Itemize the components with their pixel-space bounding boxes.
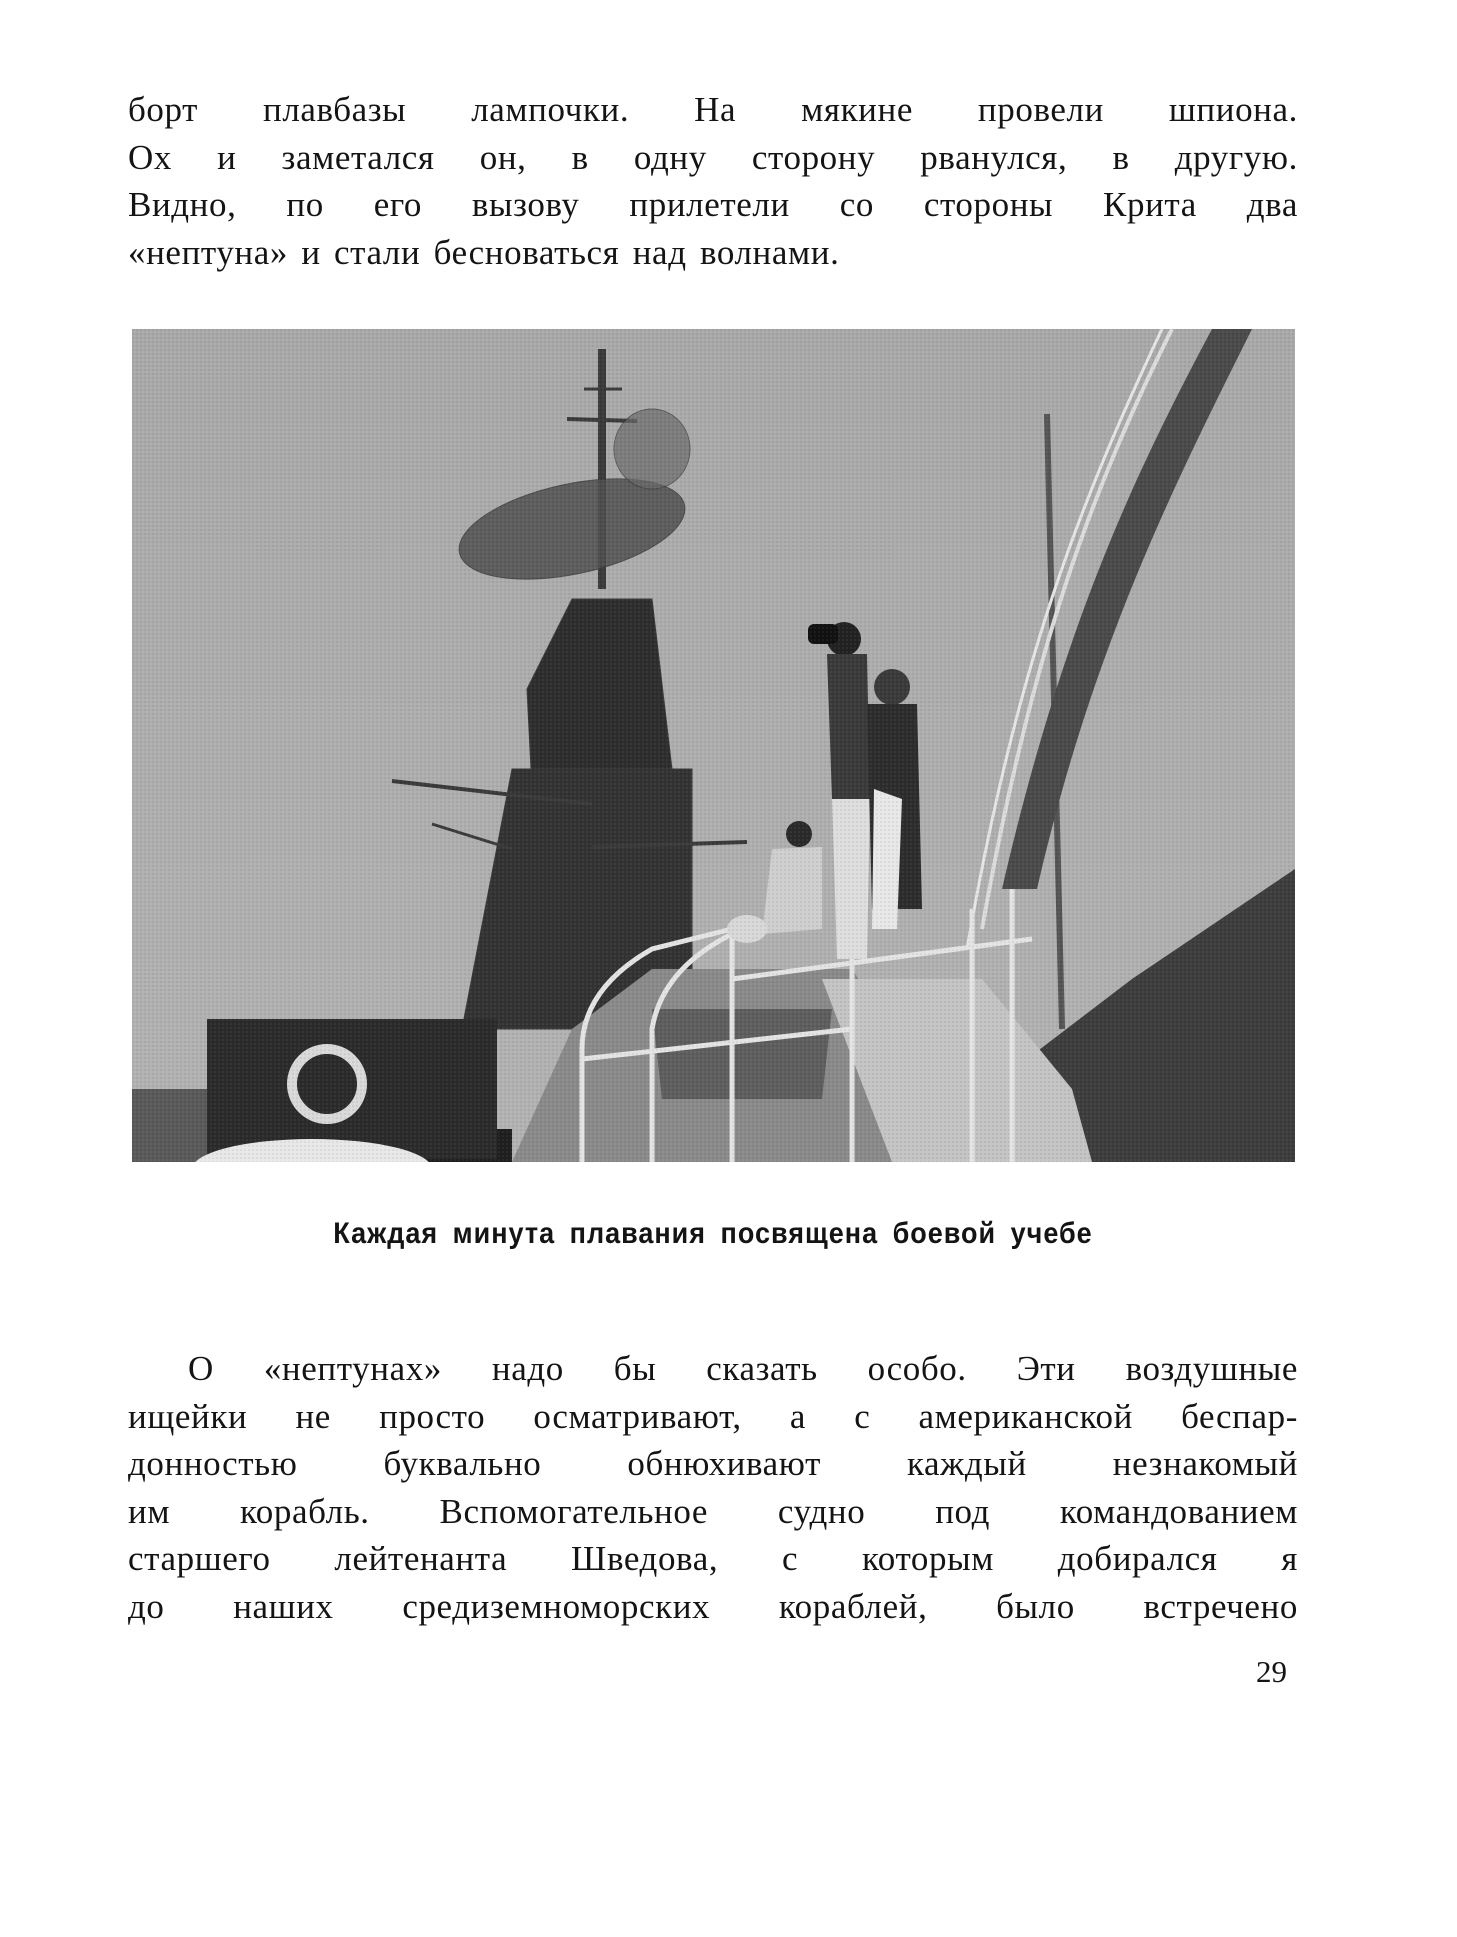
text-line: Ох и заметался он, в одну сторону рванулся, в другую. xyxy=(128,137,1298,177)
text-line: старшего лейтенанта Шведова, с которым добирался я xyxy=(128,1539,1298,1578)
paragraph xyxy=(128,1345,1298,1630)
ship-bridge-photo xyxy=(132,329,1295,1162)
text-line: Видно, по его вызову прилетели со стороны Крита два xyxy=(128,185,1298,224)
text-line: до наших средиземноморских кораблей, было встречено xyxy=(128,1586,1298,1626)
figure-caption: Каждая минута плавания посвящена боевой учебе xyxy=(333,1216,1093,1250)
text-line: «нептуна» и стали бесноваться над волнами. xyxy=(128,232,840,272)
page-number: 29 xyxy=(1256,1654,1287,1689)
text-line: донностью буквально обнюхивают каждый незнакомый xyxy=(128,1444,1298,1483)
text-line: О «нептунах» надо бы сказать особо. Эти воздушные xyxy=(188,1349,1298,1388)
text-line: ищейки не просто осматривают, а с американской беспар- xyxy=(128,1396,1298,1436)
text-line: борт плавбазы лампочки. На мякине провели шпиона. xyxy=(128,90,1298,129)
text-line: им корабль. Вспомогательное судно под командованием xyxy=(128,1491,1298,1531)
paragraph-continued xyxy=(128,86,1298,276)
